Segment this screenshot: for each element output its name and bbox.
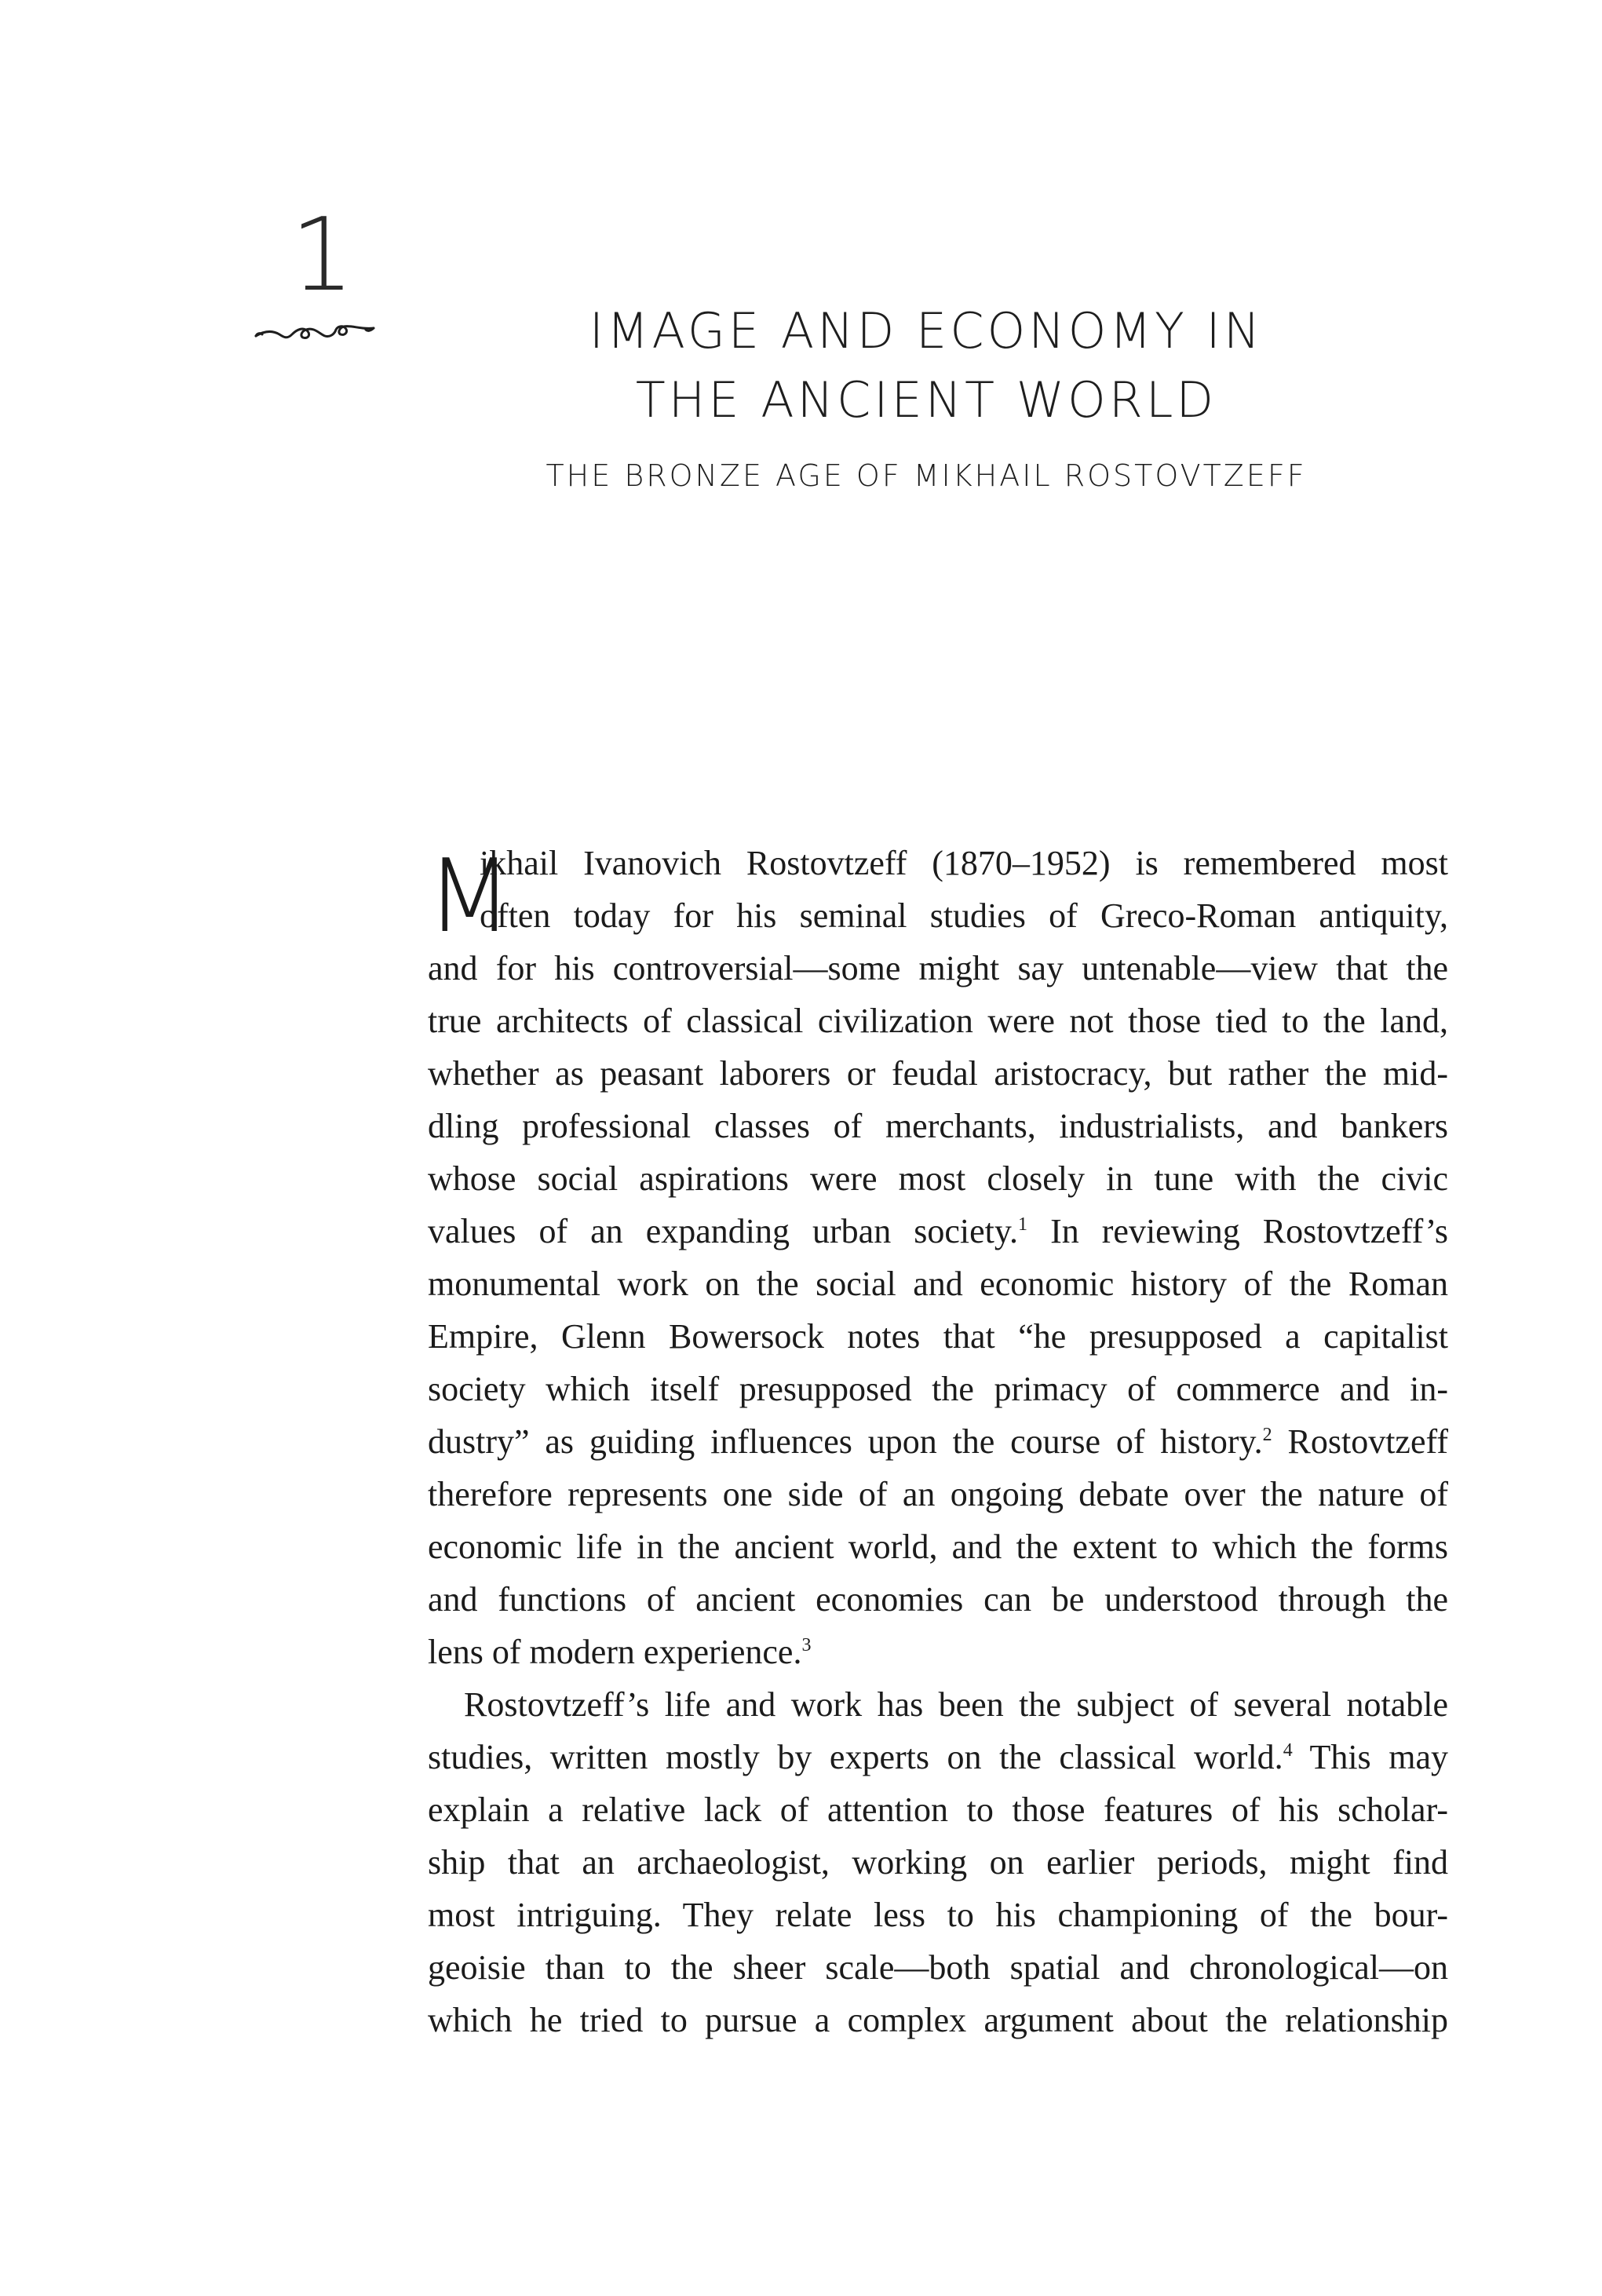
- footnote-marker[interactable]: 4: [1283, 1740, 1293, 1761]
- text-line: often today for his seminal studies of Greco-Roman antiquity,: [480, 896, 1448, 935]
- text-line: economic life in the ancient world, and the extent to which the forms: [428, 1528, 1448, 1566]
- text-line: most intriguing. They relate less to his championing of the bour-: [428, 1896, 1448, 1934]
- text-line: ikhail Ivanovich Rostovtzeff (1870–1952) is remembered most: [480, 844, 1448, 882]
- chapter-title-line-1: IMAGE AND ECONOMY IN: [589, 302, 1264, 360]
- text-line: true architects of classical civilization were not those tied to the land,: [428, 1002, 1448, 1040]
- text-segment: dustry” as guiding influences upon the course of history.: [428, 1422, 1263, 1461]
- text-line: whose social aspirations were most closely in tune with the civic: [428, 1159, 1448, 1198]
- text-segment: In reviewing Rostovtzeff’s: [1027, 1212, 1448, 1250]
- body-text: [428, 837, 1448, 2046]
- chapter-subtitle: THE BRONZE AGE OF MIKHAIL ROSTOVTZEFF: [546, 458, 1307, 493]
- chapter-heading: [440, 297, 1413, 493]
- text-line: Rostovtzeff’s life and work has been the subject of several notable: [464, 1685, 1448, 1724]
- paragraph-2: [428, 1678, 1448, 2046]
- flourish-ornament-icon: [253, 316, 378, 347]
- text-segment: studies, written mostly by experts on the classical world.: [428, 1738, 1283, 1776]
- text-line: [428, 1205, 1448, 1258]
- text-line: Empire, Glenn Bowersock notes that “he presupposed a capitalist: [428, 1317, 1448, 1356]
- text-line: ship that an archaeologist, working on earlier periods, might find: [428, 1843, 1448, 1882]
- text-line: and functions of ancient economies can be understood through the: [428, 1580, 1448, 1619]
- text-line: [428, 1626, 1448, 1678]
- footnote-marker[interactable]: 1: [1018, 1214, 1028, 1235]
- text-line: dling professional classes of merchants, industrialists, and bankers: [428, 1107, 1448, 1145]
- text-segment: This may: [1292, 1738, 1449, 1776]
- text-segment: Rostovtzeff: [1272, 1422, 1448, 1461]
- paragraph-1: [428, 837, 1448, 1678]
- text-line: and for his controversial—some might say untenable—view that the: [428, 949, 1448, 987]
- text-line: whether as peasant laborers or feudal aristocracy, but rather the mid-: [428, 1054, 1448, 1093]
- chapter-number: 1: [290, 197, 355, 314]
- text-line: [428, 1731, 1448, 1783]
- footnote-marker[interactable]: 2: [1262, 1425, 1272, 1445]
- drop-cap: M: [426, 838, 513, 955]
- text-line: explain a relative lack of attention to those features of his scholar-: [428, 1790, 1448, 1829]
- text-line: monumental work on the social and economic history of the Roman: [428, 1265, 1448, 1303]
- text-line: which he tried to pursue a complex argument about the relationship: [428, 2001, 1448, 2039]
- text-line: [428, 1415, 1448, 1468]
- chapter-title-line-2: THE ANCIENT WORLD: [635, 371, 1217, 429]
- footnote-marker[interactable]: 3: [801, 1635, 812, 1655]
- text-segment: values of an expanding urban society.: [428, 1212, 1019, 1250]
- text-segment: lens of modern experience.: [428, 1633, 802, 1671]
- text-line: therefore represents one side of an ongoing debate over the nature of: [428, 1475, 1448, 1513]
- text-line: society which itself presupposed the primacy of commerce and in-: [428, 1370, 1448, 1408]
- text-line: geoisie than to the sheer scale—both spatial and chronological—on: [428, 1948, 1448, 1987]
